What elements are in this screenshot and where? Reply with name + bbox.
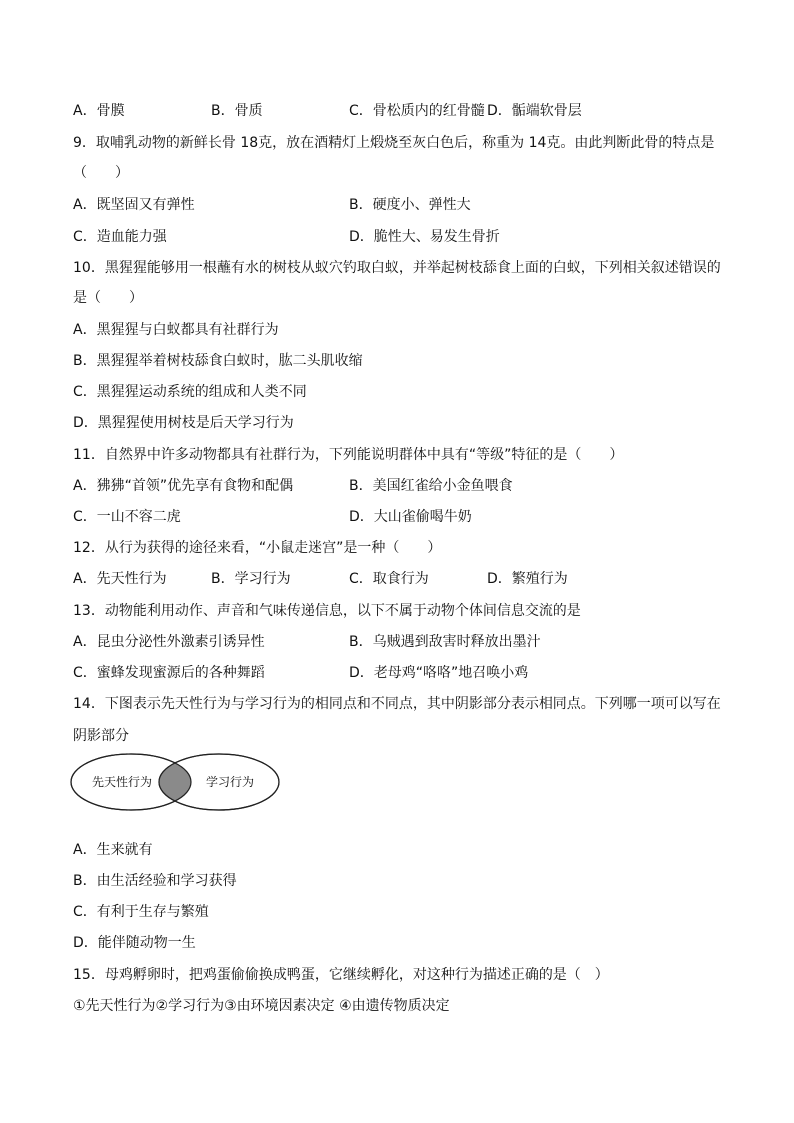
q9-option-a: A．既坚固又有弹性	[73, 197, 195, 213]
q14-stem: 14．下图表示先天性行为与学习行为的相同点和不同点，其中阴影部分表示相同点。下列哪一项可以写在	[73, 696, 721, 712]
q12-stem: 12．从行为获得的途径来看，“小鼠走迷宫”是一种（ ）	[73, 540, 442, 556]
q9-option-b: B．硬度小、弹性大	[349, 197, 471, 213]
q14-stem-cont: 阴影部分	[73, 728, 129, 744]
q13-option-c: C．蜜蜂发现蜜源后的各种舞蹈	[73, 665, 265, 681]
q15-stem: 15．母鸡孵卵时，把鸡蛋偷偷换成鸭蛋，它继续孵化，对这种行为描述正确的是（ ）	[73, 967, 609, 983]
q12-option-b: B．学习行为	[211, 571, 291, 587]
q8-option-d: D．骺端软骨层	[487, 103, 582, 119]
q8-option-b: B．骨质	[211, 103, 263, 119]
q11-option-d: D．大山雀偷喝牛奶	[349, 509, 472, 525]
q10-stem: 10．黑猩猩能够用一根蘸有水的树枝从蚁穴钓取白蚁，并举起树枝舔食上面的白蚁，下列相关叙述错误的	[73, 260, 721, 276]
q11-option-c: C．一山不容二虎	[73, 509, 181, 525]
q10-option-a: A．黑猩猩与白蚁都具有社群行为	[73, 322, 279, 338]
q8-option-c: C．骨松质内的红骨髓	[349, 103, 485, 119]
q9-stem-cont: （ ）	[73, 165, 129, 181]
venn-left-label: 先天性行为	[91, 775, 153, 789]
q9-option-d: D．脆性大、易发生骨折	[349, 229, 500, 245]
q14-option-b: B．由生活经验和学习获得	[73, 873, 237, 889]
q13-option-d: D．老母鸡“咯咯”地召唤小鸡	[349, 665, 529, 681]
q12-option-d: D．繁殖行为	[487, 571, 568, 587]
q8-option-a: A．骨膜	[73, 103, 125, 119]
q10-option-c: C．黑猩猩运动系统的组成和人类不同	[73, 384, 307, 400]
q10-option-b: B．黑猩猩举着树枝舔食白蚁时，肱二头肌收缩	[73, 353, 363, 369]
q11-stem: 11．自然界中许多动物都具有社群行为，下列能说明群体中具有“等级”特征的是（ ）	[73, 447, 624, 463]
q12-option-c: C．取食行为	[349, 571, 429, 587]
venn-diagram	[70, 752, 282, 812]
q10-option-d: D．黑猩猩使用树枝是后天学习行为	[73, 415, 294, 431]
q14-option-a: A．生来就有	[73, 842, 153, 858]
q14-option-c: C．有利于生存与繁殖	[73, 904, 209, 920]
q14-option-d: D．能伴随动物一生	[73, 935, 196, 951]
q12-option-a: A．先天性行为	[73, 571, 167, 587]
q13-option-a: A．昆虫分泌性外激素引诱异性	[73, 634, 265, 650]
venn-right-label: 学习行为	[205, 775, 255, 789]
q9-option-c: C．造血能力强	[73, 229, 167, 245]
q13-stem: 13．动物能利用动作、声音和气味传递信息，以下不属于动物个体间信息交流的是	[73, 603, 581, 619]
q9-stem: 9．取哺乳动物的新鲜长骨 18克，放在酒精灯上煅烧至灰白色后，称重为 14克。由此判断此骨的特点是	[73, 135, 715, 151]
q13-option-b: B．乌贼遇到敌害时释放出墨汁	[349, 634, 541, 650]
q11-option-b: B．美国红雀给小金鱼喂食	[349, 478, 513, 494]
q10-stem-cont: 是（ ）	[73, 290, 143, 306]
q11-option-a: A．狒狒“首领”优先享有食物和配偶	[73, 478, 294, 494]
q15-statements: ①先天性行为②学习行为③由环境因素决定 ④由遗传物质决定	[73, 998, 450, 1014]
